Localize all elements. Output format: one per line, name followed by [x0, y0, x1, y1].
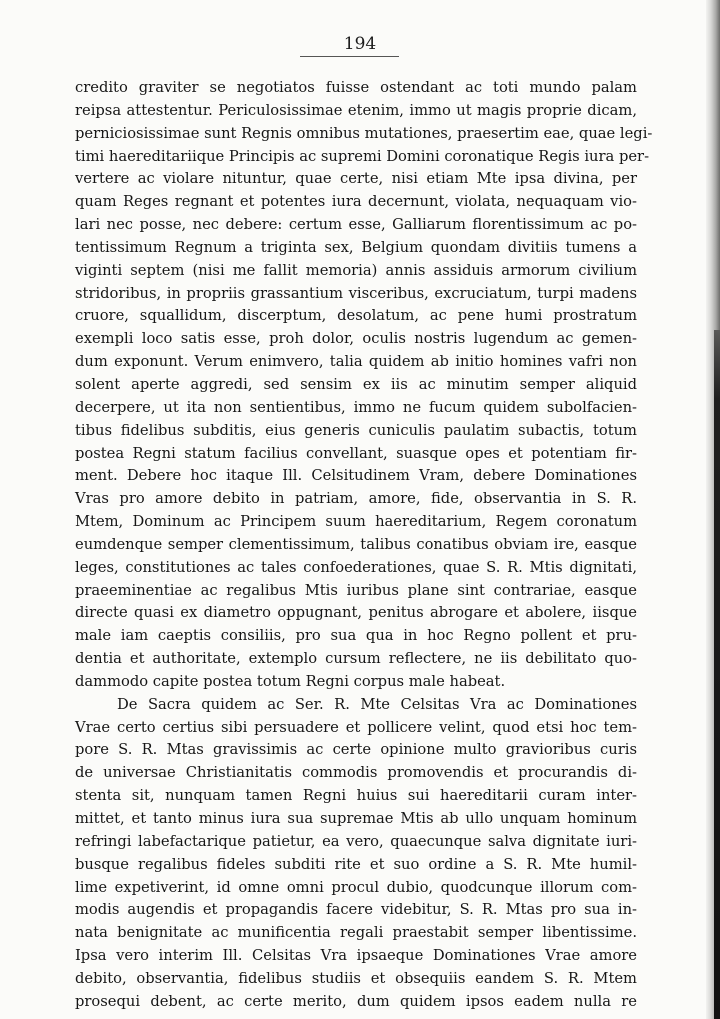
text-line: postea Regni statum facilius convellant, suasque opes et potentiam fir-: [75, 444, 637, 462]
page-number-rule: [300, 56, 399, 57]
text-line: modis augendis et propagandis facere videbitur, S. R. Mtas pro sua in-: [75, 901, 637, 919]
text-line: solent aperte aggredi, sed sensim ex iis ac minutim semper aliquid: [75, 375, 637, 393]
text-line: decerpere, ut ita non sentientibus, immo ne fucum quidem subolfacien-: [75, 398, 637, 416]
text-line: viginti septem (nisi me fallit memoria) annis assiduis armorum civilium: [75, 261, 637, 279]
text-line: male iam caeptis consiliis, pro sua qua in hoc Regno pollent et pru-: [75, 627, 637, 645]
body-text: [75, 77, 653, 1014]
text-line: timi haereditariique Principis ac supremi Domini coronatique Regis iura per-: [75, 147, 650, 165]
text-line-paragraph-start: De Sacra quidem ac Ser. R. Mte Celsitas Vra ac Dominationes: [117, 695, 637, 713]
text-line: stenta sit, nunquam tamen Regni huius sui haereditarii curam inter-: [75, 787, 637, 805]
text-line: mittet, et tanto minus iura sua supremae Mtis ab ullo unquam hominum: [75, 810, 637, 827]
text-line: lime expetiverint, id omne omni procul dubio, quodcunque illorum com-: [75, 878, 637, 896]
text-line: cruore, squallidum, discerptum, desolatum, ac pene humi prostratum: [75, 307, 637, 325]
text-line: de universae Christianitatis commodis promovendis et procurandis di-: [75, 764, 637, 782]
text-line: ment. Debere hoc itaque Ill. Celsitudinem Vram, debere Dominationes: [75, 467, 637, 485]
text-line: Ipsa vero interim Ill. Celsitas Vra ipsaeque Dominationes Vrae amore: [75, 947, 637, 965]
text-line: Mtem, Dominum ac Principem suum haereditarium, Regem coronatum: [75, 513, 637, 531]
text-line-paragraph-end: dammodo capite postea totum Regni corpus male habeat.: [75, 672, 506, 690]
text-line: nata benignitate ac munificentia regali praestabit semper libentissime.: [75, 924, 637, 942]
text-line: lari nec posse, nec debere: certum esse, Galliarum florentissimum ac po-: [75, 216, 637, 234]
text-line: credito graviter se negotiatos fuisse ostendant ac toti mundo palam: [75, 79, 637, 96]
text-line: dum exponunt. Verum enimvero, talia quidem ab initio homines vafri non: [75, 353, 637, 371]
text-line: Vras pro amore debito in patriam, amore, fide, observantia in S. R.: [75, 490, 637, 508]
text-line: busque regalibus fideles subditi rite et suo ordine a S. R. Mte humil-: [75, 855, 637, 873]
text-line: quam Reges regnant et potentes iura decernunt, violata, nequaquam vio-: [75, 193, 637, 211]
text-line: eumdenque semper clementissimum, talibus conatibus obviam ire, easque: [75, 535, 637, 553]
text-line: pore S. R. Mtas gravissimis ac certe opinione multo gravioribus curis: [75, 741, 637, 759]
text-line: refringi labefactarique patietur, ea vero, quaecunque salva dignitate iuri-: [75, 832, 637, 850]
text-line: prosequi debent, ac certe merito, dum quidem ipsos eadem nulla re: [75, 992, 637, 1010]
text-line: praeeminentiae ac regalibus Mtis iuribus plane sint contrariae, easque: [75, 581, 637, 599]
text-line: stridoribus, in propriis grassantium visceribus, excruciatum, turpi madens: [75, 284, 637, 302]
text-line: Vrae certo certius sibi persuadere et pollicere velint, quod etsi hoc tem-: [75, 718, 637, 736]
text-line: vertere ac violare nituntur, quae certe, nisi etiam Mte ipsa divina, per: [75, 170, 637, 188]
text-line: reipsa attestentur. Periculosissimae etenim, immo ut magis proprie dicam,: [75, 101, 637, 119]
text-line: exempli loco satis esse, proh dolor, oculis nostris lugendum ac gemen-: [75, 330, 637, 348]
text-line: tibus fidelibus subditis, eius generis cuniculis paulatim subactis, totum: [75, 421, 637, 439]
page-number: 194: [343, 34, 377, 54]
text-line: tentissimum Regnum a triginta sex, Belgium quondam divitiis tumens a: [75, 238, 637, 256]
scan-edge-dark-strip: [714, 330, 720, 1019]
text-line: perniciosissimae sunt Regnis omnibus mutationes, praesertim eae, quae legi-: [75, 124, 653, 142]
text-line: leges, constitutiones ac tales confoederationes, quae S. R. Mtis dignitati,: [75, 558, 637, 576]
text-line: dentia et authoritate, extemplo cursum reflectere, ne iis debilitato quo-: [75, 650, 637, 668]
text-line: directe quasi ex diametro oppugnant, penitus abrogare et abolere, iisque: [75, 604, 637, 622]
text-line: debito, observantia, fidelibus studiis et obsequiis eandem S. R. Mtem: [75, 969, 637, 987]
